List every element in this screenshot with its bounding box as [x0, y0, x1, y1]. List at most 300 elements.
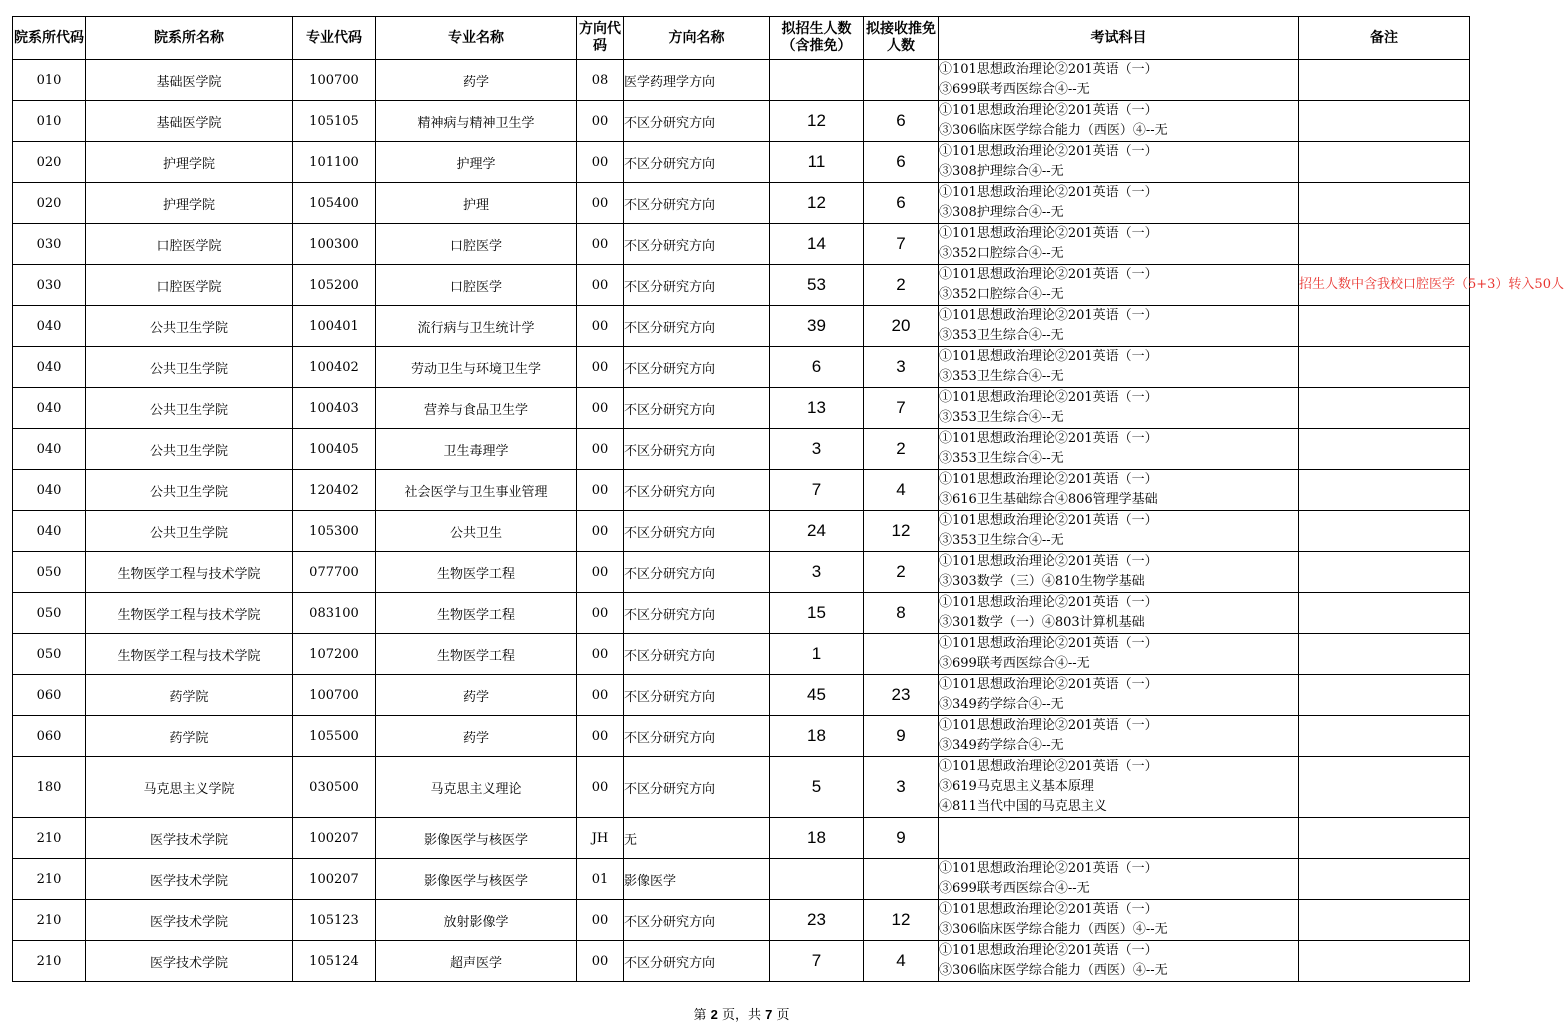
cell-dept-name: 公共卫生学院	[86, 306, 293, 347]
subject-line: ③301数学（一）④803计算机基础	[939, 615, 1145, 630]
cell-dept-name: 药学院	[86, 716, 293, 757]
cell-enroll: 12	[770, 101, 864, 142]
cell-dir-name: 不区分研究方向	[624, 675, 770, 716]
table-row	[13, 306, 1470, 347]
subject-line: ③353卫生综合④--无	[939, 410, 1064, 425]
subject-line: ①101思想政治理论②201英语（一）	[939, 308, 1158, 323]
cell-subjects	[939, 470, 1299, 511]
cell-dir-name: 不区分研究方向	[624, 757, 770, 818]
cell-dept-name: 口腔医学院	[86, 265, 293, 306]
cell-enroll: 3	[770, 552, 864, 593]
cell-dir-name: 不区分研究方向	[624, 306, 770, 347]
subject-line: ③619马克思主义基本原理	[939, 779, 1094, 794]
cell-exempt: 9	[864, 716, 939, 757]
cell-dir-name: 无	[624, 818, 770, 859]
cell-dept-name: 生物医学工程与技术学院	[86, 634, 293, 675]
cell-enroll: 39	[770, 306, 864, 347]
subject-line: ③306临床医学综合能力（西医）④--无	[939, 123, 1168, 138]
subject-line: ①101思想政治理论②201英语（一）	[939, 554, 1158, 569]
cell-dept-code: 040	[13, 347, 86, 388]
cell-remark: 招生人数中含我校口腔医学（5+3）转入50人	[1299, 265, 1470, 306]
cell-subjects	[939, 142, 1299, 183]
subject-line: ①101思想政治理论②201英语（一）	[939, 185, 1158, 200]
cell-exempt: 12	[864, 511, 939, 552]
cell-remark	[1299, 818, 1470, 859]
cell-major-code: 100402	[293, 347, 376, 388]
admissions-table	[12, 16, 1564, 982]
cell-exempt	[864, 60, 939, 101]
cell-remark	[1299, 429, 1470, 470]
cell-major-name: 精神病与精神卫生学	[376, 101, 577, 142]
cell-major-code: 100403	[293, 388, 376, 429]
cell-dept-code: 060	[13, 675, 86, 716]
cell-dir-name: 影像医学	[624, 859, 770, 900]
cell-subjects	[939, 101, 1299, 142]
cell-dir-name: 不区分研究方向	[624, 101, 770, 142]
cell-exempt: 23	[864, 675, 939, 716]
subject-line: ①101思想政治理论②201英语（一）	[939, 759, 1158, 774]
cell-exempt: 2	[864, 265, 939, 306]
header-dir-name: 方向名称	[624, 17, 770, 60]
footer-prefix: 第	[693, 1008, 711, 1023]
subject-line: ③308护理综合④--无	[939, 164, 1064, 179]
cell-dept-code: 210	[13, 941, 86, 982]
subject-line: ③616卫生基础综合④806管理学基础	[939, 492, 1158, 507]
cell-major-code: 101100	[293, 142, 376, 183]
cell-major-code: 100405	[293, 429, 376, 470]
cell-major-code: 120402	[293, 470, 376, 511]
cell-dir-code: 00	[577, 224, 624, 265]
cell-dept-code: 210	[13, 859, 86, 900]
cell-dept-code: 010	[13, 101, 86, 142]
cell-enroll: 14	[770, 224, 864, 265]
cell-dir-name: 不区分研究方向	[624, 511, 770, 552]
cell-enroll: 7	[770, 470, 864, 511]
cell-major-name: 影像医学与核医学	[376, 818, 577, 859]
subject-line: ①101思想政治理论②201英语（一）	[939, 861, 1158, 876]
subject-line: ①101思想政治理论②201英语（一）	[939, 943, 1158, 958]
cell-major-name: 药学	[376, 675, 577, 716]
cell-subjects	[939, 757, 1299, 818]
subject-line: ①101思想政治理论②201英语（一）	[939, 103, 1158, 118]
table-body	[13, 60, 1564, 982]
cell-subjects	[939, 675, 1299, 716]
subject-line: ③303数学（三）④810生物学基础	[939, 574, 1145, 589]
cell-exempt: 20	[864, 306, 939, 347]
cell-exempt: 6	[864, 142, 939, 183]
cell-exempt: 12	[864, 900, 939, 941]
cell-subjects	[939, 265, 1299, 306]
cell-dept-code: 040	[13, 511, 86, 552]
subject-line: ③352口腔综合④--无	[939, 246, 1064, 261]
subject-line: ①101思想政治理论②201英语（一）	[939, 636, 1158, 651]
subject-line: ①101思想政治理论②201英语（一）	[939, 718, 1158, 733]
cell-dir-name: 不区分研究方向	[624, 470, 770, 511]
cell-dept-code: 050	[13, 634, 86, 675]
cell-exempt: 2	[864, 552, 939, 593]
table-row	[13, 634, 1470, 675]
subject-line: ①101思想政治理论②201英语（一）	[939, 595, 1158, 610]
cell-dept-name: 口腔医学院	[86, 224, 293, 265]
cell-major-name: 马克思主义理论	[376, 757, 577, 818]
cell-major-name: 药学	[376, 716, 577, 757]
cell-enroll: 18	[770, 716, 864, 757]
cell-dir-code: 00	[577, 593, 624, 634]
subject-line: ③699联考西医综合④--无	[939, 881, 1090, 896]
cell-dept-code: 020	[13, 183, 86, 224]
cell-dir-name: 不区分研究方向	[624, 388, 770, 429]
subject-line: ①101思想政治理论②201英语（一）	[939, 62, 1158, 77]
cell-major-name: 生物医学工程	[376, 593, 577, 634]
table-row	[13, 818, 1470, 859]
subject-line: ③306临床医学综合能力（西医）④--无	[939, 922, 1168, 937]
cell-dept-code: 060	[13, 716, 86, 757]
cell-major-code: 100207	[293, 859, 376, 900]
cell-major-code: 100207	[293, 818, 376, 859]
footer-page-number: 2	[710, 1007, 718, 1022]
cell-exempt: 4	[864, 470, 939, 511]
cell-enroll: 1	[770, 634, 864, 675]
table-row	[13, 470, 1470, 511]
cell-dept-code: 050	[13, 593, 86, 634]
cell-major-code: 100700	[293, 60, 376, 101]
table-row	[13, 552, 1470, 593]
cell-dir-name: 不区分研究方向	[624, 265, 770, 306]
footer-middle: 页，共	[717, 1008, 766, 1023]
cell-remark	[1299, 859, 1470, 900]
subject-line: ③353卫生综合④--无	[939, 369, 1064, 384]
cell-major-code: 030500	[293, 757, 376, 818]
cell-dir-name: 不区分研究方向	[624, 716, 770, 757]
header-exempt: 拟接收推免人数	[864, 17, 939, 60]
cell-major-code: 105500	[293, 716, 376, 757]
cell-dept-name: 马克思主义学院	[86, 757, 293, 818]
cell-enroll: 24	[770, 511, 864, 552]
cell-remark	[1299, 511, 1470, 552]
cell-dir-code: 00	[577, 716, 624, 757]
cell-enroll	[770, 60, 864, 101]
cell-enroll: 53	[770, 265, 864, 306]
cell-subjects	[939, 552, 1299, 593]
cell-dept-code: 050	[13, 552, 86, 593]
cell-dept-name: 公共卫生学院	[86, 388, 293, 429]
subject-line: ①101思想政治理论②201英语（一）	[939, 349, 1158, 364]
footer-total-pages: 7	[765, 1007, 773, 1022]
cell-dir-code: 01	[577, 859, 624, 900]
table-row	[13, 101, 1470, 142]
table-row	[13, 716, 1470, 757]
cell-major-name: 营养与食品卫生学	[376, 388, 577, 429]
cell-subjects	[939, 900, 1299, 941]
subject-line: ①101思想政治理论②201英语（一）	[939, 513, 1158, 528]
subject-line: ③349药学综合④--无	[939, 738, 1064, 753]
cell-dept-name: 生物医学工程与技术学院	[86, 593, 293, 634]
cell-dir-name: 不区分研究方向	[624, 429, 770, 470]
cell-subjects	[939, 429, 1299, 470]
cell-major-name: 影像医学与核医学	[376, 859, 577, 900]
cell-exempt: 6	[864, 101, 939, 142]
subject-line: ③699联考西医综合④--无	[939, 656, 1090, 671]
cell-remark	[1299, 716, 1470, 757]
cell-dept-name: 医学技术学院	[86, 900, 293, 941]
cell-enroll: 12	[770, 183, 864, 224]
cell-subjects	[939, 593, 1299, 634]
cell-dept-code: 030	[13, 224, 86, 265]
cell-major-code: 107200	[293, 634, 376, 675]
cell-dept-name: 生物医学工程与技术学院	[86, 552, 293, 593]
cell-dir-code: 00	[577, 675, 624, 716]
cell-remark	[1299, 552, 1470, 593]
subject-line: ①101思想政治理论②201英语（一）	[939, 677, 1158, 692]
cell-remark	[1299, 60, 1470, 101]
cell-exempt: 8	[864, 593, 939, 634]
cell-remark	[1299, 634, 1470, 675]
cell-dir-code: 00	[577, 265, 624, 306]
cell-exempt	[864, 859, 939, 900]
cell-major-name: 社会医学与卫生事业管理	[376, 470, 577, 511]
cell-dir-name: 医学药理学方向	[624, 60, 770, 101]
cell-enroll: 7	[770, 941, 864, 982]
cell-dir-code: 00	[577, 429, 624, 470]
cell-major-code: 100300	[293, 224, 376, 265]
cell-dept-code: 210	[13, 818, 86, 859]
cell-dir-name: 不区分研究方向	[624, 142, 770, 183]
cell-enroll: 45	[770, 675, 864, 716]
cell-major-name: 流行病与卫生统计学	[376, 306, 577, 347]
cell-major-code: 105124	[293, 941, 376, 982]
cell-dept-name: 基础医学院	[86, 60, 293, 101]
cell-dir-code: 00	[577, 900, 624, 941]
cell-major-name: 劳动卫生与环境卫生学	[376, 347, 577, 388]
table-row	[13, 757, 1470, 818]
cell-subjects	[939, 859, 1299, 900]
cell-enroll: 5	[770, 757, 864, 818]
table-row	[13, 900, 1470, 941]
subject-line: ③353卫生综合④--无	[939, 328, 1064, 343]
table-row	[13, 388, 1470, 429]
cell-dept-name: 医学技术学院	[86, 818, 293, 859]
cell-dept-name: 护理学院	[86, 142, 293, 183]
header-major-name: 专业名称	[376, 17, 577, 60]
cell-dir-name: 不区分研究方向	[624, 183, 770, 224]
subject-line: ①101思想政治理论②201英语（一）	[939, 902, 1158, 917]
cell-dept-code: 010	[13, 60, 86, 101]
subject-line: ③699联考西医综合④--无	[939, 82, 1090, 97]
cell-remark	[1299, 101, 1470, 142]
cell-exempt	[864, 634, 939, 675]
cell-remark	[1299, 183, 1470, 224]
cell-dir-name: 不区分研究方向	[624, 941, 770, 982]
cell-remark	[1299, 470, 1470, 511]
cell-enroll: 18	[770, 818, 864, 859]
cell-exempt: 9	[864, 818, 939, 859]
cell-dept-name: 药学院	[86, 675, 293, 716]
cell-subjects	[939, 347, 1299, 388]
header-subjects: 考试科目	[939, 17, 1299, 60]
cell-dept-name: 医学技术学院	[86, 859, 293, 900]
table-row	[13, 511, 1470, 552]
header-enroll: 拟招生人数（含推免）	[770, 17, 864, 60]
cell-dept-name: 公共卫生学院	[86, 347, 293, 388]
cell-major-name: 公共卫生	[376, 511, 577, 552]
cell-major-code: 105200	[293, 265, 376, 306]
cell-dir-name: 不区分研究方向	[624, 347, 770, 388]
cell-dir-code: 00	[577, 183, 624, 224]
cell-major-code: 105105	[293, 101, 376, 142]
cell-exempt: 6	[864, 183, 939, 224]
table-row	[13, 183, 1470, 224]
cell-subjects	[939, 183, 1299, 224]
subject-line: ①101思想政治理论②201英语（一）	[939, 431, 1158, 446]
cell-major-code: 105300	[293, 511, 376, 552]
cell-remark	[1299, 941, 1470, 982]
cell-dept-code: 210	[13, 900, 86, 941]
cell-dir-code: 00	[577, 142, 624, 183]
cell-enroll: 23	[770, 900, 864, 941]
cell-dept-name: 医学技术学院	[86, 941, 293, 982]
header-dept-name: 院系所名称	[86, 17, 293, 60]
subject-line: ③353卫生综合④--无	[939, 451, 1064, 466]
cell-subjects	[939, 60, 1299, 101]
table-row	[13, 142, 1470, 183]
cell-enroll: 6	[770, 347, 864, 388]
cell-dept-name: 护理学院	[86, 183, 293, 224]
header-remark: 备注	[1299, 17, 1470, 60]
table-row	[13, 675, 1470, 716]
cell-remark	[1299, 224, 1470, 265]
cell-major-code: 083100	[293, 593, 376, 634]
cell-dept-name: 公共卫生学院	[86, 429, 293, 470]
cell-major-name: 生物医学工程	[376, 552, 577, 593]
table-row	[13, 859, 1470, 900]
cell-enroll: 15	[770, 593, 864, 634]
cell-exempt: 2	[864, 429, 939, 470]
cell-dir-code: 00	[577, 347, 624, 388]
cell-dir-name: 不区分研究方向	[624, 593, 770, 634]
page-footer	[0, 1004, 1483, 1023]
cell-remark	[1299, 757, 1470, 818]
cell-major-code: 105123	[293, 900, 376, 941]
table-row	[13, 941, 1470, 982]
cell-exempt: 3	[864, 347, 939, 388]
cell-subjects	[939, 716, 1299, 757]
cell-dir-code: 00	[577, 757, 624, 818]
cell-dept-code: 180	[13, 757, 86, 818]
cell-dept-name: 基础医学院	[86, 101, 293, 142]
header-dir-code: 方向代码	[577, 17, 624, 60]
cell-major-name: 药学	[376, 60, 577, 101]
cell-major-code: 077700	[293, 552, 376, 593]
cell-dept-code: 040	[13, 306, 86, 347]
subject-line: ①101思想政治理论②201英语（一）	[939, 472, 1158, 487]
cell-dept-code: 030	[13, 265, 86, 306]
cell-remark	[1299, 593, 1470, 634]
table-row	[13, 429, 1470, 470]
cell-dir-code: JH	[577, 818, 624, 859]
subject-line: ①101思想政治理论②201英语（一）	[939, 144, 1158, 159]
subject-line: ①101思想政治理论②201英语（一）	[939, 267, 1158, 282]
table-row	[13, 224, 1470, 265]
table-row	[13, 347, 1470, 388]
cell-exempt: 7	[864, 388, 939, 429]
footer-suffix: 页	[772, 1008, 790, 1023]
cell-dept-code: 040	[13, 470, 86, 511]
header-major-code: 专业代码	[293, 17, 376, 60]
table-row	[13, 265, 1470, 306]
subject-line: ③308护理综合④--无	[939, 205, 1064, 220]
cell-subjects	[939, 224, 1299, 265]
subject-line: ③353卫生综合④--无	[939, 533, 1064, 548]
cell-dir-name: 不区分研究方向	[624, 552, 770, 593]
cell-dept-code: 020	[13, 142, 86, 183]
cell-dir-code: 00	[577, 634, 624, 675]
cell-major-name: 口腔医学	[376, 224, 577, 265]
cell-remark	[1299, 306, 1470, 347]
cell-remark	[1299, 675, 1470, 716]
cell-subjects	[939, 634, 1299, 675]
cell-dir-code: 08	[577, 60, 624, 101]
table-row	[13, 60, 1470, 101]
cell-major-name: 护理学	[376, 142, 577, 183]
cell-dir-code: 00	[577, 470, 624, 511]
subject-line: ①101思想政治理论②201英语（一）	[939, 226, 1158, 241]
cell-subjects	[939, 306, 1299, 347]
cell-major-name: 护理	[376, 183, 577, 224]
cell-dept-name: 公共卫生学院	[86, 470, 293, 511]
subject-line: ④811当代中国的马克思主义	[939, 799, 1107, 814]
cell-dir-code: 00	[577, 552, 624, 593]
cell-major-code: 100700	[293, 675, 376, 716]
cell-enroll: 11	[770, 142, 864, 183]
cell-remark	[1299, 900, 1470, 941]
cell-major-code: 105400	[293, 183, 376, 224]
cell-dir-name: 不区分研究方向	[624, 224, 770, 265]
cell-major-name: 放射影像学	[376, 900, 577, 941]
cell-major-name: 卫生毒理学	[376, 429, 577, 470]
cell-dir-name: 不区分研究方向	[624, 634, 770, 675]
cell-exempt: 7	[864, 224, 939, 265]
subject-line: ③349药学综合④--无	[939, 697, 1064, 712]
cell-subjects	[939, 511, 1299, 552]
subject-line: ①101思想政治理论②201英语（一）	[939, 390, 1158, 405]
cell-subjects	[939, 941, 1299, 982]
cell-dir-code: 00	[577, 388, 624, 429]
cell-subjects	[939, 818, 1299, 859]
cell-dir-code: 00	[577, 511, 624, 552]
cell-major-name: 超声医学	[376, 941, 577, 982]
cell-dir-code: 00	[577, 101, 624, 142]
table-row	[13, 593, 1470, 634]
cell-remark	[1299, 142, 1470, 183]
cell-exempt: 4	[864, 941, 939, 982]
cell-subjects	[939, 388, 1299, 429]
cell-major-name: 生物医学工程	[376, 634, 577, 675]
cell-enroll: 13	[770, 388, 864, 429]
cell-dir-code: 00	[577, 941, 624, 982]
cell-dept-code: 040	[13, 388, 86, 429]
cell-remark	[1299, 347, 1470, 388]
cell-enroll: 3	[770, 429, 864, 470]
cell-major-code: 100401	[293, 306, 376, 347]
cell-dept-code: 040	[13, 429, 86, 470]
cell-dir-name: 不区分研究方向	[624, 900, 770, 941]
subject-line: ③352口腔综合④--无	[939, 287, 1064, 302]
subject-line: ③306临床医学综合能力（西医）④--无	[939, 963, 1168, 978]
header-dept-code: 院系所代码	[13, 17, 86, 60]
cell-remark	[1299, 388, 1470, 429]
cell-major-name: 口腔医学	[376, 265, 577, 306]
cell-dept-name: 公共卫生学院	[86, 511, 293, 552]
